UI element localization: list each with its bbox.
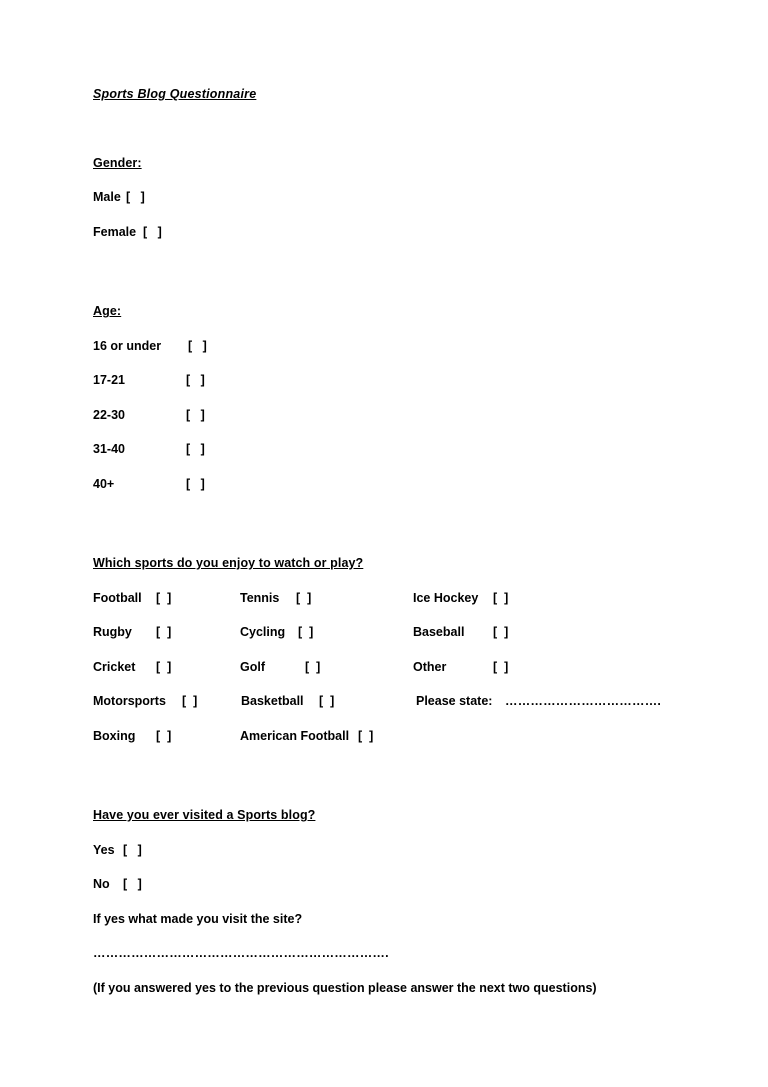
age-option-label: 40+ (93, 476, 115, 491)
gender-option-male-checkbox[interactable]: [ ] (126, 190, 145, 204)
age-option-row (93, 408, 693, 443)
sport-checkbox-baseball[interactable]: [ ] (493, 625, 509, 639)
blog-answer-line-row (93, 946, 693, 981)
blog-option-no-row (93, 877, 693, 912)
sport-label-rugby: Rugby (93, 625, 132, 639)
age-option-row (93, 373, 693, 408)
sports-row (93, 625, 693, 660)
blog-heading: Have you ever visited a Sports blog? (93, 808, 316, 822)
blog-option-no-label: No (93, 877, 110, 891)
gender-heading: Gender: (93, 155, 142, 170)
gender-option-male-label: Male (93, 190, 121, 204)
sport-checkbox-football[interactable]: [ ] (156, 590, 172, 605)
spacer (93, 822, 693, 843)
sport-label-boxing: Boxing (93, 728, 136, 743)
age-option-label: 22-30 (93, 407, 125, 422)
age-option-row (93, 339, 693, 374)
spacer (93, 259, 693, 305)
spacer (93, 763, 693, 809)
sport-checkbox-other[interactable]: [ ] (493, 659, 509, 674)
sport-label-other: Other (413, 659, 447, 674)
sport-checkbox-ice-hockey[interactable]: [ ] (493, 590, 509, 605)
age-option-checkbox[interactable]: [ ] (186, 407, 205, 422)
sport-label-american-football: American Football (240, 728, 350, 743)
age-option-checkbox[interactable]: [ ] (186, 442, 205, 456)
sports-row (93, 591, 693, 626)
sports-row (93, 660, 693, 695)
blog-followup-question-row (93, 912, 693, 947)
blog-note-row (93, 981, 693, 1016)
spacer (93, 169, 693, 190)
sport-checkbox-boxing[interactable]: [ ] (156, 728, 172, 743)
sports-heading: Which sports do you enjoy to watch or play? (93, 556, 364, 570)
spacer (93, 511, 693, 557)
age-option-label: 17-21 (93, 373, 125, 387)
sport-label-cricket: Cricket (93, 659, 136, 674)
blog-answer-input-line[interactable]: ……………………………………………………………. (93, 946, 389, 960)
spacer (93, 101, 693, 157)
sport-label-basketball: Basketball (241, 694, 304, 708)
sport-label-cycling: Cycling (240, 625, 286, 639)
sport-label-football: Football (93, 590, 142, 605)
age-heading: Age: (93, 304, 122, 318)
sports-row (93, 729, 693, 764)
gender-option-female-row (93, 225, 693, 260)
gender-option-male-row (93, 190, 693, 225)
sport-label-motorsports: Motorsports (93, 694, 166, 708)
document-body (93, 88, 693, 1015)
blog-option-yes-checkbox[interactable]: [ ] (123, 842, 142, 857)
sport-label-golf: Golf (240, 659, 265, 674)
gender-option-female-label: Female (93, 224, 137, 239)
document-title: Sports Blog Questionnaire (93, 87, 257, 101)
please-state-label: Please state: (416, 694, 493, 708)
age-option-checkbox[interactable]: [ ] (186, 476, 205, 491)
sport-checkbox-cycling[interactable]: [ ] (298, 625, 314, 639)
sport-checkbox-tennis[interactable]: [ ] (296, 590, 312, 605)
sport-checkbox-rugby[interactable]: [ ] (156, 625, 172, 639)
blog-note: (If you answered yes to the previous question please answer the next two questions) (93, 980, 597, 995)
age-option-label: 31-40 (93, 442, 125, 456)
sports-row (93, 694, 693, 729)
age-option-row (93, 442, 693, 477)
sport-checkbox-cricket[interactable]: [ ] (156, 659, 172, 674)
sport-checkbox-motorsports[interactable]: [ ] (182, 694, 198, 708)
please-state-input-line[interactable]: ………………………………. (505, 694, 662, 708)
sport-label-baseball: Baseball (413, 625, 465, 639)
spacer (93, 570, 693, 591)
gender-option-female-checkbox[interactable]: [ ] (143, 224, 162, 239)
sport-checkbox-golf[interactable]: [ ] (305, 659, 321, 674)
blog-option-no-checkbox[interactable]: [ ] (123, 877, 142, 891)
spacer (93, 318, 693, 339)
age-option-row (93, 477, 693, 512)
age-option-label: 16 or under (93, 338, 162, 353)
blog-option-yes-row (93, 843, 693, 878)
age-option-checkbox[interactable]: [ ] (188, 338, 207, 353)
sport-checkbox-basketball[interactable]: [ ] (319, 694, 335, 708)
blog-option-yes-label: Yes (93, 842, 115, 857)
sport-label-tennis: Tennis (240, 590, 280, 605)
sport-label-ice-hockey: Ice Hockey (413, 590, 479, 605)
blog-followup-question: If yes what made you visit the site? (93, 911, 303, 926)
sport-checkbox-american-football[interactable]: [ ] (358, 728, 374, 743)
age-option-checkbox[interactable]: [ ] (186, 373, 205, 387)
